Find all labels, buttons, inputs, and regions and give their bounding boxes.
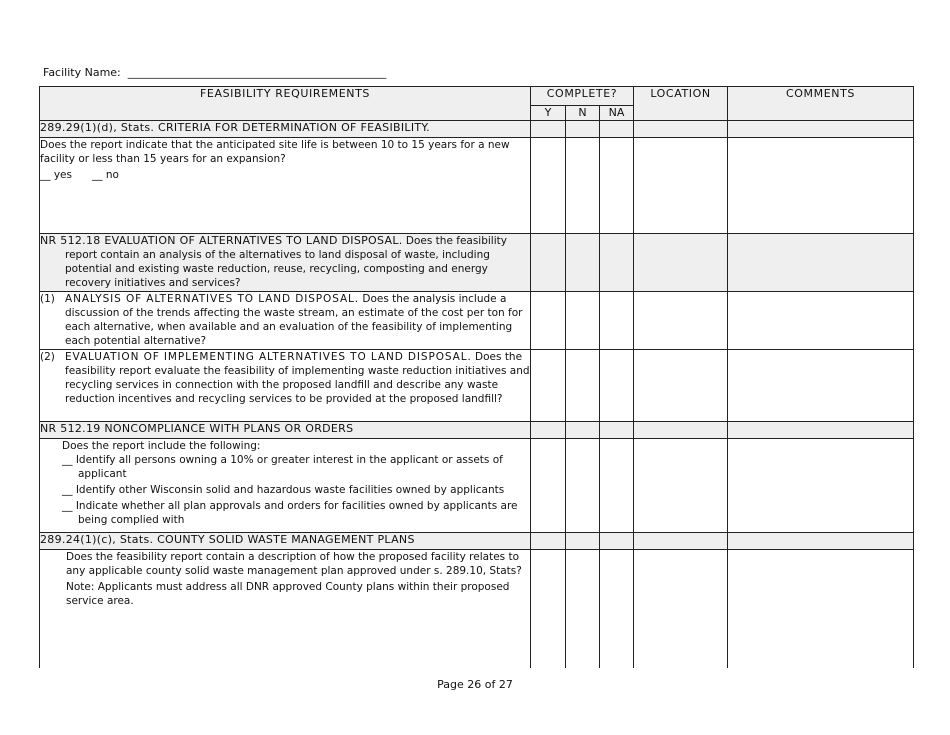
item-number: (2): [40, 351, 55, 363]
n-cell[interactable]: [566, 550, 600, 668]
location-cell[interactable]: [634, 234, 728, 292]
n-cell[interactable]: [566, 138, 600, 234]
location-cell[interactable]: [634, 138, 728, 234]
location-cell[interactable]: [634, 550, 728, 668]
n-cell[interactable]: [566, 292, 600, 350]
comments-cell[interactable]: [728, 234, 914, 292]
requirement-text: [40, 234, 530, 290]
page-number: Page 26 of 27: [437, 678, 513, 691]
table-row: [40, 439, 914, 533]
item-body: Does the analysis include a discussion of the trends affecting the waste stream, an estimate of the cost per ton for each alternative, when available and an evaluation of the feasibility of implementing each potential alternative?: [65, 293, 523, 347]
y-cell[interactable]: [531, 350, 566, 422]
section-row-noncompliance: [40, 422, 914, 439]
comments-cell[interactable]: [728, 422, 914, 439]
location-cell[interactable]: [634, 533, 728, 550]
comments-cell[interactable]: [728, 439, 914, 533]
table-row: [40, 292, 914, 350]
table-header-row: [40, 87, 914, 106]
item-title: EVALUATION OF IMPLEMENTING ALTERNATIVES TO LAND DISPOSAL.: [65, 351, 472, 363]
checklist-item[interactable]: __ Identify all persons owning a 10% or greater interest in the applicant or assets of applicant: [62, 454, 503, 480]
n-cell[interactable]: [566, 422, 600, 439]
section-row-county-plans: [40, 533, 914, 550]
y-cell[interactable]: [531, 234, 566, 292]
comments-cell[interactable]: [728, 550, 914, 668]
y-cell[interactable]: [531, 422, 566, 439]
checklist-item[interactable]: __ Indicate whether all plan approvals and orders for facilities owned by applicants are being complied with: [62, 500, 518, 526]
checklist-item[interactable]: __ Identify other Wisconsin solid and hazardous waste facilities owned by applicants: [62, 484, 505, 496]
feasibility-requirements-header: FEASIBILITY REQUIREMENTS: [40, 87, 531, 121]
n-cell[interactable]: [566, 439, 600, 533]
complete-n-header: N: [566, 106, 600, 121]
location-cell[interactable]: [634, 422, 728, 439]
comments-cell[interactable]: [728, 350, 914, 422]
n-cell[interactable]: [566, 121, 600, 138]
requirement-text: [40, 292, 530, 348]
location-cell[interactable]: [634, 350, 728, 422]
yes-no-choices: [40, 168, 530, 182]
requirement-text: [40, 350, 530, 406]
requirement-note: Note: Applicants must address all DNR approved County plans within their proposed service area.: [66, 581, 510, 607]
na-cell[interactable]: [600, 439, 634, 533]
facility-name-label: Facility Name:: [43, 66, 121, 79]
section-title: NR 512.18 EVALUATION OF ALTERNATIVES TO LAND DISPOSAL.: [40, 234, 403, 247]
section-title: NR 512.19 NONCOMPLIANCE WITH PLANS OR ORDERS: [40, 422, 354, 435]
y-cell[interactable]: [531, 550, 566, 668]
section-title: 289.24(1)(c), Stats. COUNTY SOLID WASTE MANAGEMENT PLANS: [40, 533, 415, 546]
feasibility-checklist-table: [39, 86, 914, 668]
complete-header: COMPLETE?: [531, 87, 634, 106]
comments-header: COMMENTS: [728, 87, 914, 121]
na-cell[interactable]: [600, 550, 634, 668]
complete-na-header: NA: [600, 106, 634, 121]
facility-name-blank[interactable]: _______________________________________________: [127, 66, 387, 79]
section-body: Does the feasibility report contain an analysis of the alternatives to land disposal of waste, including potential and existing waste reduction, reuse, recycling, composting and energy recovery initiatives and services?: [65, 235, 507, 289]
na-cell[interactable]: [600, 350, 634, 422]
item-number: (1): [40, 293, 55, 305]
requirement-text: Does the feasibility report contain a description of how the proposed facility relates to any applicable county solid waste management plan approved under s. 289.10, Stats?: [66, 551, 522, 577]
n-cell[interactable]: [566, 350, 600, 422]
na-cell[interactable]: [600, 234, 634, 292]
facility-name-field: [43, 66, 386, 79]
y-cell[interactable]: [531, 292, 566, 350]
item-title: ANALYSIS OF ALTERNATIVES TO LAND DISPOSAL.: [65, 293, 360, 305]
requirement-text: Does the report indicate that the anticipated site life is between 10 to 15 years for a new facility or less than 15 years for an expansion?: [40, 139, 510, 165]
n-cell[interactable]: [566, 533, 600, 550]
complete-y-header: Y: [531, 106, 566, 121]
location-cell[interactable]: [634, 292, 728, 350]
location-cell[interactable]: [634, 439, 728, 533]
comments-cell[interactable]: [728, 292, 914, 350]
table-row: [40, 138, 914, 234]
location-cell[interactable]: [634, 121, 728, 138]
comments-cell[interactable]: [728, 121, 914, 138]
na-cell[interactable]: [600, 138, 634, 234]
comments-cell[interactable]: [728, 138, 914, 234]
item-body: Does the feasibility report evaluate the feasibility of implementing waste reduction initiatives and recycling services in connection with the proposed landfill and describe any waste reduction incentives and recycling services to be provided at the proposed landfill?: [65, 351, 530, 405]
section-row-alternatives: [40, 234, 914, 292]
y-cell[interactable]: [531, 439, 566, 533]
y-cell[interactable]: [531, 121, 566, 138]
na-cell[interactable]: [600, 121, 634, 138]
comments-cell[interactable]: [728, 533, 914, 550]
na-cell[interactable]: [600, 533, 634, 550]
yes-choice[interactable]: __ yes: [40, 169, 72, 181]
n-cell[interactable]: [566, 234, 600, 292]
no-choice[interactable]: __ no: [92, 169, 119, 181]
section-row-feasibility-criteria: [40, 121, 914, 138]
y-cell[interactable]: [531, 138, 566, 234]
na-cell[interactable]: [600, 422, 634, 439]
section-title: 289.29(1)(d), Stats. CRITERIA FOR DETERMINATION OF FEASIBILITY.: [40, 121, 430, 134]
location-header: LOCATION: [634, 87, 728, 121]
requirement-text: Does the report include the following:: [62, 440, 261, 452]
y-cell[interactable]: [531, 533, 566, 550]
na-cell[interactable]: [600, 292, 634, 350]
table-row: [40, 550, 914, 668]
table-row: [40, 350, 914, 422]
